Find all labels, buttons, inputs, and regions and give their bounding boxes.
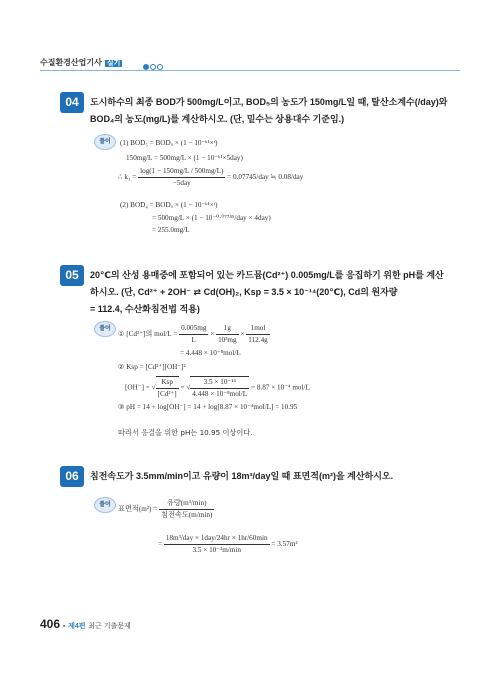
q04-eq3-num: log(1 − 150mg/L / 500mg/L) [138, 166, 225, 178]
answer-badge-05: 풀이 [94, 321, 116, 337]
q05-eq1-frac2-num: 1g [216, 323, 239, 335]
q05-eq3-frac1 [156, 376, 179, 400]
q04-eq3-den: −5day [172, 179, 191, 187]
q05-eq3-frac2-den: 4.448 × 10⁻⁸mol/L [192, 390, 248, 398]
q06-eq1-pre: 표면적(m²) = [118, 505, 158, 514]
q06-eq1-num: 유량(m³/min) [159, 498, 214, 510]
q04-eq3 [118, 166, 303, 189]
q05-eq1-result: = 4.448 × 10⁻⁸mol/L [180, 349, 241, 357]
q05-eq3-frac1-den: [Cd²⁺] [157, 390, 177, 398]
answer-badge-06: 풀이 [94, 497, 116, 513]
q05-eq1-frac3-den: 112.4g [248, 336, 268, 344]
q05-eq1-frac3 [246, 323, 270, 346]
question-number-06: 06 [60, 466, 84, 487]
question-05-line2: 하시오. (단, Cd²⁺ + 2OH⁻ ⇄ Cd(OH)₂, Ksp = 3.5 × 10⁻¹⁴(20℃), Cd의 원자량 [90, 287, 398, 297]
q06-eq1-frac [159, 498, 214, 521]
q05-eq1-frac2-den: 10³mg [218, 336, 237, 344]
question-04-text [90, 94, 470, 128]
q04-eq2: 150mg/L = 500mg/L × (1 − 10⁻ᵏ¹×5day) [126, 154, 243, 162]
question-04-line2: BOD₄의 농도(mg/L)를 계산하시오. (단, 밑수는 상용대수 기준임.) [90, 114, 345, 124]
q06-eq2 [158, 533, 298, 556]
q05-eq4: ③ pH = 14 + log[OH⁻] = 14 + log[8.87 × 10⁻⁴mol/L] = 10.95 [118, 403, 298, 411]
running-header [40, 57, 122, 68]
section-tag: 실기 [106, 60, 121, 67]
book-title: 수질환경산업기사 [40, 58, 102, 67]
q05-eq3-frac2 [190, 376, 249, 400]
question-04-line1: 도시하수의 최종 BOD가 500mg/L이고, BOD₅의 농도가 150mg/L일 때, 탈산소계수(/day)와 [90, 97, 448, 107]
q06-eq2-frac [164, 533, 270, 556]
q04-eq3-pre: ∴ k₁ = [118, 173, 137, 182]
q06-eq2-pre: = [158, 540, 163, 549]
q05-eq3-frac2-num: 3.5 × 10⁻¹⁴ [190, 377, 249, 389]
q05-eq3-result: = 8.87 × 10⁻⁴ mol/L [250, 383, 310, 392]
header-rule [40, 70, 460, 71]
page-number: 406 [40, 617, 61, 631]
q04-eq1: (1) BOD₅ = BODᵤ × (1 − 10⁻ᵏ¹×ᵗ) [120, 139, 218, 147]
q06-eq2-result: = 3.57m² [271, 540, 298, 549]
question-06-line1: 침전속도가 3.5mm/min이고 유량이 18m³/day일 때 표면적(m²)을 계산하시오. [90, 471, 394, 481]
q04-eq3-post: = 0.07745/day ≒ 0.08/day [227, 173, 304, 182]
q05-eq3-frac1-num: Ksp [156, 377, 179, 389]
question-06-text [90, 468, 475, 485]
q05-eq2: ② Ksp = [Cd²⁺][OH⁻]² [118, 363, 186, 371]
q05-eq1-pre: ① [Cd²⁺]의 mol/L = [118, 330, 178, 339]
footer-section: 제4편 [68, 623, 86, 630]
q05-eq1-frac1-den: L [191, 336, 196, 344]
q04-eq4: (2) BOD₄ = BODᵤ × (1 − 10⁻ᵏ¹×ᵗ) [120, 201, 218, 209]
q05-eq1-frac3-num: 1mol [246, 323, 270, 335]
question-05-line1: 20℃의 산성 용매중에 포함되어 있는 카드뮴(Cd²⁺) 0.005mg/L를 응집하기 위한 pH를 계산 [90, 270, 444, 280]
footer-bullet: ▪ [62, 623, 66, 630]
q06-eq2-num: 18m³/day × 1day/24hr × 1hr/60min [164, 533, 270, 545]
q05-eq3-pre: [OH⁻] = [125, 383, 150, 392]
page-footer [40, 617, 131, 631]
q05-eq1-frac2 [216, 323, 239, 346]
question-number-04: 04 [60, 92, 84, 113]
q05-eq1: ① [Cd²⁺]의 mol/L = $\frac{0.005mg}{L}$ × $\frac{1g}{\text{10³mg}}$ × $\frac{\text{1mol}}{112.4g}$ [118, 324, 268, 344]
q04-eq6: = 255.0mg/L [152, 226, 190, 234]
q04-eq3-fraction [138, 166, 225, 189]
q05-note: 따라서 응결을 위한 pH는 10.95 이상이다. [118, 428, 253, 437]
q05-eq3-eq: = [180, 383, 185, 392]
answer-badge-04: 풀이 [94, 134, 116, 150]
header-dots [143, 58, 164, 76]
question-05-line3: = 112.4, 수산화침전법 적용) [90, 304, 200, 314]
footer-title: 최근 기출문제 [88, 623, 131, 630]
q06-eq1-den: 침전속도(m/min) [161, 511, 213, 519]
q05-eq1-frac1-num: 0.005mg [179, 323, 208, 335]
q06-eq1 [118, 498, 214, 521]
q06-eq2-den: 3.5 × 10⁻³m/min [192, 546, 241, 554]
q05-eq3: [OH⁻] = √ $\frac{\text{Ksp}}{\text{[Cd²⁺]}}$ = √ $\frac{\text{3.5 × 10⁻¹⁴}}{\text{4.448 × 10⁻⁸mol/L}}$ = 8.87 × 10⁻⁴ mol/L [125, 378, 310, 398]
q04-eq5: = 500mg/L × (1 − 10⁻⁰·⁰⁷⁷⁴⁵/day × 4day) [152, 214, 271, 222]
q05-eq1-frac1 [179, 323, 208, 346]
question-number-05: 05 [60, 265, 84, 286]
question-05-text [90, 267, 475, 318]
